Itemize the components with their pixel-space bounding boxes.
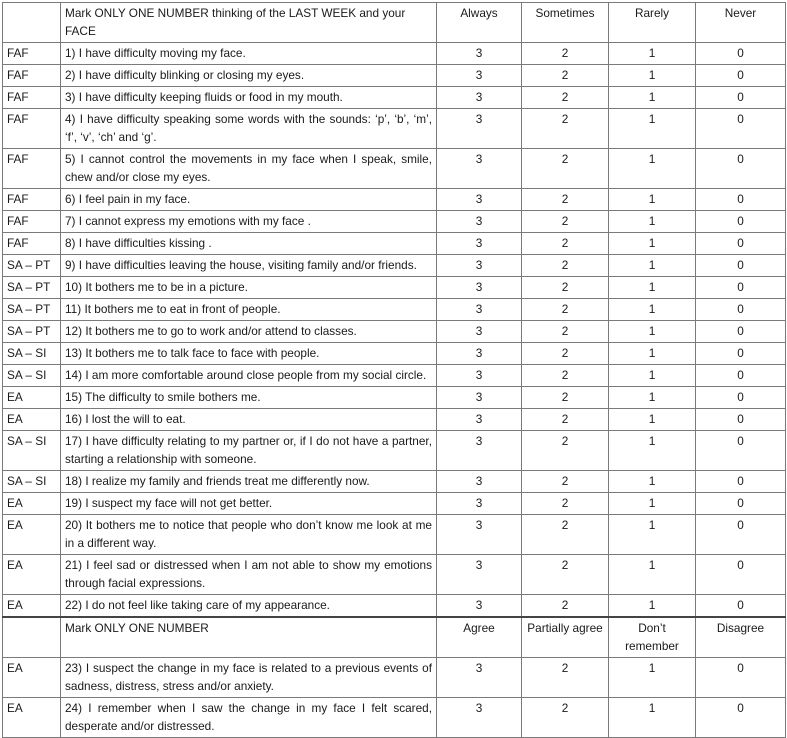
score-option[interactable]: 1: [609, 211, 696, 233]
table-row: [3, 255, 786, 277]
score-option[interactable]: 3: [437, 387, 522, 409]
table-row: [3, 493, 786, 515]
score-option[interactable]: 1: [609, 343, 696, 365]
score-option[interactable]: 2: [522, 43, 609, 65]
score-option[interactable]: 3: [437, 65, 522, 87]
table-row: [3, 211, 786, 233]
score-option[interactable]: 2: [522, 471, 609, 493]
header-blank-cell: [3, 617, 61, 658]
domain-cell: SA – SI: [3, 343, 61, 365]
option-header: Don’t remember: [609, 617, 696, 658]
score-option[interactable]: 1: [609, 493, 696, 515]
item-text: 9) I have difficulties leaving the house, visiting family and/or friends.: [61, 255, 437, 277]
domain-cell: EA: [3, 595, 61, 618]
score-option[interactable]: 3: [437, 493, 522, 515]
score-option[interactable]: 1: [609, 65, 696, 87]
table-row: [3, 65, 786, 87]
domain-cell: SA – PT: [3, 277, 61, 299]
score-option[interactable]: 2: [522, 277, 609, 299]
score-option[interactable]: 1: [609, 321, 696, 343]
item-text: 21) I feel sad or distressed when I am not able to show my emotions through facial expressions.: [61, 555, 437, 595]
score-option[interactable]: 1: [609, 233, 696, 255]
table-row: [3, 431, 786, 471]
domain-cell: EA: [3, 493, 61, 515]
domain-cell: FAF: [3, 233, 61, 255]
score-option[interactable]: 0: [696, 493, 786, 515]
score-option[interactable]: 2: [522, 658, 609, 698]
score-option[interactable]: 2: [522, 211, 609, 233]
score-option[interactable]: 0: [696, 109, 786, 149]
score-option[interactable]: 3: [437, 471, 522, 493]
score-option[interactable]: 3: [437, 255, 522, 277]
item-text: 3) I have difficulty keeping fluids or food in my mouth.: [61, 87, 437, 109]
score-option[interactable]: 0: [696, 409, 786, 431]
score-option[interactable]: 2: [522, 698, 609, 738]
item-text: 7) I cannot express my emotions with my face .: [61, 211, 437, 233]
item-text: 18) I realize my family and friends treat me differently now.: [61, 471, 437, 493]
score-option[interactable]: 0: [696, 299, 786, 321]
score-option[interactable]: 3: [437, 43, 522, 65]
questionnaire-table: [2, 2, 786, 738]
table-row: [3, 43, 786, 65]
score-option[interactable]: 2: [522, 515, 609, 555]
score-option[interactable]: 0: [696, 43, 786, 65]
table-row: [3, 343, 786, 365]
score-option[interactable]: 3: [437, 698, 522, 738]
domain-cell: FAF: [3, 149, 61, 189]
header-row: [3, 617, 786, 658]
score-option[interactable]: 1: [609, 43, 696, 65]
header-blank-cell: [3, 3, 61, 43]
domain-cell: FAF: [3, 87, 61, 109]
score-option[interactable]: 1: [609, 255, 696, 277]
score-option[interactable]: 1: [609, 149, 696, 189]
score-option[interactable]: 0: [696, 365, 786, 387]
domain-cell: FAF: [3, 211, 61, 233]
score-option[interactable]: 0: [696, 87, 786, 109]
score-option[interactable]: 3: [437, 149, 522, 189]
score-option[interactable]: 2: [522, 189, 609, 211]
table-row: [3, 87, 786, 109]
score-option[interactable]: 2: [522, 299, 609, 321]
score-option[interactable]: 0: [696, 321, 786, 343]
score-option[interactable]: 1: [609, 189, 696, 211]
score-option[interactable]: 3: [437, 321, 522, 343]
score-option[interactable]: 1: [609, 409, 696, 431]
score-option[interactable]: 0: [696, 555, 786, 595]
option-header: Always: [437, 3, 522, 43]
table-row: [3, 658, 786, 698]
table-row: [3, 365, 786, 387]
option-header: Never: [696, 3, 786, 43]
item-text: 17) I have difficulty relating to my partner or, if I do not have a partner, starting a relationship with someone.: [61, 431, 437, 471]
score-option[interactable]: 2: [522, 87, 609, 109]
score-option[interactable]: 0: [696, 595, 786, 618]
score-option[interactable]: 0: [696, 343, 786, 365]
score-option[interactable]: 2: [522, 149, 609, 189]
option-header: Sometimes: [522, 3, 609, 43]
table-row: [3, 555, 786, 595]
score-option[interactable]: 0: [696, 515, 786, 555]
score-option[interactable]: 3: [437, 211, 522, 233]
table-row: [3, 109, 786, 149]
score-option[interactable]: 2: [522, 493, 609, 515]
item-text: 2) I have difficulty blinking or closing my eyes.: [61, 65, 437, 87]
score-option[interactable]: 1: [609, 299, 696, 321]
table-row: [3, 189, 786, 211]
header-row: [3, 3, 786, 43]
table-row: [3, 299, 786, 321]
score-option[interactable]: 3: [437, 595, 522, 618]
domain-cell: EA: [3, 555, 61, 595]
domain-cell: EA: [3, 409, 61, 431]
domain-cell: EA: [3, 387, 61, 409]
score-option[interactable]: 3: [437, 189, 522, 211]
score-option[interactable]: 0: [696, 255, 786, 277]
table-row: [3, 321, 786, 343]
score-option[interactable]: 2: [522, 387, 609, 409]
score-option[interactable]: 2: [522, 255, 609, 277]
item-text: 6) I feel pain in my face.: [61, 189, 437, 211]
domain-cell: SA – SI: [3, 471, 61, 493]
domain-cell: SA – PT: [3, 321, 61, 343]
score-option[interactable]: 0: [696, 387, 786, 409]
score-option[interactable]: 1: [609, 698, 696, 738]
score-option[interactable]: 3: [437, 299, 522, 321]
domain-cell: FAF: [3, 65, 61, 87]
table-row: [3, 409, 786, 431]
score-option[interactable]: 2: [522, 343, 609, 365]
item-text: 13) It bothers me to talk face to face with people.: [61, 343, 437, 365]
score-option[interactable]: 1: [609, 471, 696, 493]
option-header: Agree: [437, 617, 522, 658]
score-option[interactable]: 1: [609, 109, 696, 149]
score-option[interactable]: 0: [696, 277, 786, 299]
score-option[interactable]: 1: [609, 387, 696, 409]
item-text: 8) I have difficulties kissing .: [61, 233, 437, 255]
domain-cell: SA – SI: [3, 431, 61, 471]
item-text: 14) I am more comfortable around close people from my social circle.: [61, 365, 437, 387]
table-row: [3, 149, 786, 189]
score-option[interactable]: 0: [696, 431, 786, 471]
table-row: [3, 515, 786, 555]
domain-cell: EA: [3, 515, 61, 555]
score-option[interactable]: 0: [696, 471, 786, 493]
score-option[interactable]: 0: [696, 658, 786, 698]
score-option[interactable]: 1: [609, 515, 696, 555]
score-option[interactable]: 2: [522, 321, 609, 343]
score-option[interactable]: 3: [437, 277, 522, 299]
score-option[interactable]: 0: [696, 698, 786, 738]
item-text: 22) I do not feel like taking care of my appearance.: [61, 595, 437, 618]
score-option[interactable]: 1: [609, 595, 696, 618]
item-text: 10) It bothers me to be in a picture.: [61, 277, 437, 299]
instruction-text: Mark ONLY ONE NUMBER thinking of the LAST WEEK and your FACE: [61, 3, 437, 43]
item-text: 23) I suspect the change in my face is related to a previous events of sadness, distress, stress and/or anxiety.: [61, 658, 437, 698]
score-option[interactable]: 3: [437, 109, 522, 149]
item-text: 16) I lost the will to eat.: [61, 409, 437, 431]
score-option[interactable]: 3: [437, 555, 522, 595]
table-row: [3, 595, 786, 618]
score-option[interactable]: 3: [437, 87, 522, 109]
score-option[interactable]: 0: [696, 211, 786, 233]
score-option[interactable]: 2: [522, 109, 609, 149]
score-option[interactable]: 2: [522, 65, 609, 87]
table-row: [3, 471, 786, 493]
option-header: Partially agree: [522, 617, 609, 658]
domain-cell: SA – PT: [3, 255, 61, 277]
score-option[interactable]: 3: [437, 431, 522, 471]
score-option[interactable]: 3: [437, 343, 522, 365]
domain-cell: FAF: [3, 189, 61, 211]
table-row: [3, 233, 786, 255]
item-text: 4) I have difficulty speaking some words with the sounds: ‘p’, ‘b’, ‘m’, ‘f’, ‘v’, ‘ch’ and ‘g’.: [61, 109, 437, 149]
domain-cell: EA: [3, 658, 61, 698]
score-option[interactable]: 3: [437, 409, 522, 431]
score-option[interactable]: 1: [609, 87, 696, 109]
item-text: 11) It bothers me to eat in front of people.: [61, 299, 437, 321]
item-text: 1) I have difficulty moving my face.: [61, 43, 437, 65]
score-option[interactable]: 3: [437, 365, 522, 387]
score-option[interactable]: 2: [522, 431, 609, 471]
score-option[interactable]: 1: [609, 365, 696, 387]
option-header: Disagree: [696, 617, 786, 658]
table-row: [3, 277, 786, 299]
instruction-text: Mark ONLY ONE NUMBER: [61, 617, 437, 658]
score-option[interactable]: 0: [696, 65, 786, 87]
score-option[interactable]: 2: [522, 365, 609, 387]
score-option[interactable]: 0: [696, 149, 786, 189]
item-text: 5) I cannot control the movements in my face when I speak, smile, chew and/or close my eyes.: [61, 149, 437, 189]
score-option[interactable]: 3: [437, 658, 522, 698]
domain-cell: FAF: [3, 43, 61, 65]
score-option[interactable]: 2: [522, 555, 609, 595]
domain-cell: SA – PT: [3, 299, 61, 321]
option-header: Rarely: [609, 3, 696, 43]
score-option[interactable]: 2: [522, 233, 609, 255]
domain-cell: SA – SI: [3, 365, 61, 387]
domain-cell: FAF: [3, 109, 61, 149]
item-text: 19) I suspect my face will not get better.: [61, 493, 437, 515]
score-option[interactable]: 0: [696, 189, 786, 211]
item-text: 15) The difficulty to smile bothers me.: [61, 387, 437, 409]
item-text: 20) It bothers me to notice that people who don’t know me look at me in a different way.: [61, 515, 437, 555]
score-option[interactable]: 0: [696, 233, 786, 255]
score-option[interactable]: 2: [522, 595, 609, 618]
domain-cell: EA: [3, 698, 61, 738]
score-option[interactable]: 1: [609, 277, 696, 299]
score-option[interactable]: 1: [609, 555, 696, 595]
score-option[interactable]: 1: [609, 431, 696, 471]
score-option[interactable]: 1: [609, 658, 696, 698]
questionnaire-body: [3, 3, 786, 738]
score-option[interactable]: 2: [522, 409, 609, 431]
score-option[interactable]: 3: [437, 515, 522, 555]
item-text: 24) I remember when I saw the change in my face I felt scared, desperate and/or distressed.: [61, 698, 437, 738]
table-row: [3, 387, 786, 409]
item-text: 12) It bothers me to go to work and/or attend to classes.: [61, 321, 437, 343]
score-option[interactable]: 3: [437, 233, 522, 255]
